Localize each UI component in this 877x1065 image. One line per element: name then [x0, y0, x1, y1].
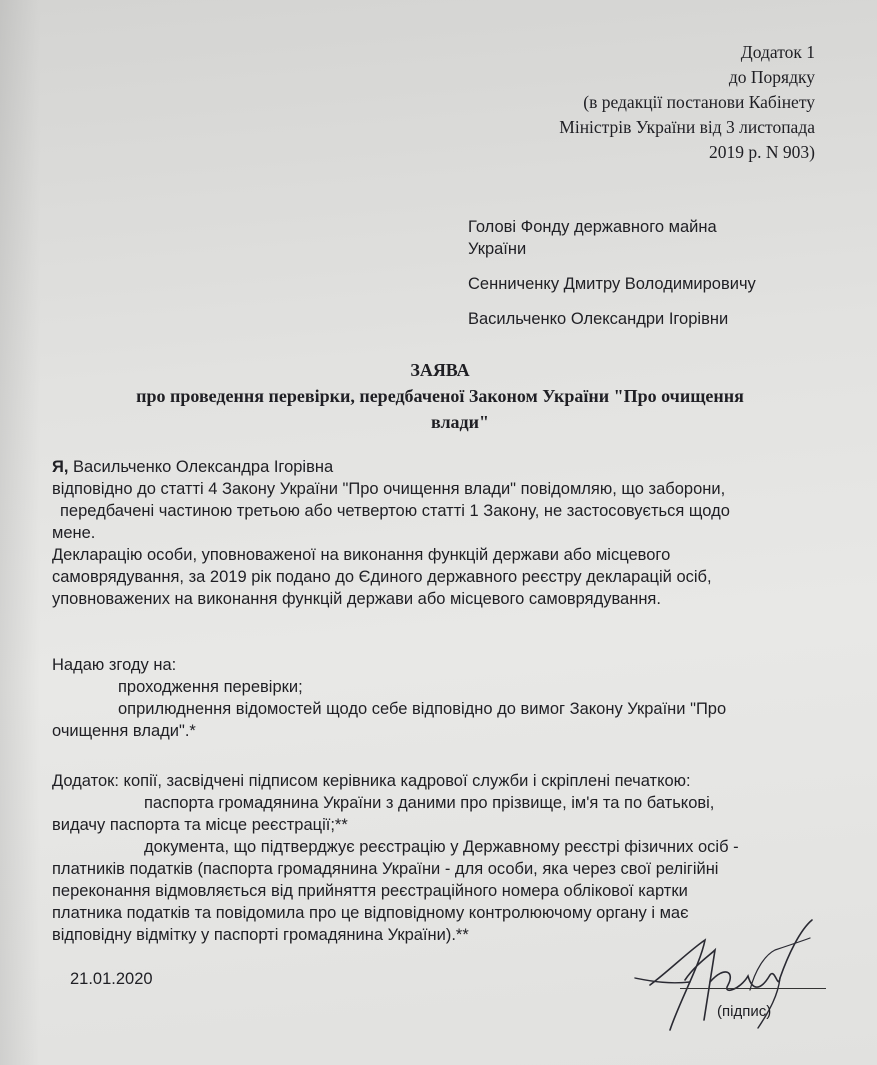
- addressee-recipient-name: Сенниченку Дмитру Володимировичу: [468, 275, 756, 293]
- intro-prefix: Я,: [52, 458, 69, 476]
- paragraph-1-line-2: відповідно до статті 4 Закону України "Про очищення влади" повідомляю, що заборони,: [52, 480, 726, 498]
- attachment-item-2-line-2: платників податків (паспорта громадянина України - для особи, яка через свої релігійні: [52, 860, 719, 878]
- addendum-line-4: Міністрів України від 3 листопада: [559, 117, 815, 137]
- consent-item-2-line-2: очищення влади".*: [52, 722, 196, 740]
- paragraph-2-line-1: Декларацію особи, уповноваженої на виконання функцій держави або місцевого: [52, 546, 671, 564]
- title-main: ЗАЯВА: [410, 360, 470, 380]
- addendum-line-2: до Порядку: [728, 67, 815, 87]
- paragraph-1-line-3: передбачені частиною третьою або четвертою статті 1 Закону, не застосовується щодо: [60, 502, 730, 520]
- attachment-item-2-line-3: переконання відмовляється від прийняття реєстраційного номера облікової картки: [52, 882, 688, 900]
- handwritten-signature: [630, 910, 830, 1040]
- addressee-block: [468, 216, 756, 330]
- attachment-heading: Додаток: копії, засвідчені підписом керівника кадрової служби і скріплені печаткою:: [52, 772, 691, 790]
- consent-item-2-line-1: оприлюднення відомостей щодо себе відповідно до вимог Закону України "Про: [118, 700, 727, 718]
- addendum-line-1: Додаток 1: [740, 42, 815, 62]
- paragraph-2-line-3: уповноважених на виконання функцій держави або місцевого самоврядування.: [52, 590, 661, 608]
- addendum-block: [559, 40, 815, 165]
- attachment-item-2-line-1: документа, що підтверджує реєстрацію у Державному реєстрі фізичних осіб -: [144, 838, 739, 856]
- attachment-item-2-line-5: відповідну відмітку у паспорті громадянина України).**: [52, 926, 469, 944]
- consent-item-1: проходження перевірки;: [118, 678, 303, 696]
- attachment-item-1-line-1: паспорта громадянина України з даними про прізвище, ім'я та по батькові,: [144, 794, 715, 812]
- paragraph-1-line-4: мене.: [52, 524, 96, 542]
- title-subtitle-line-1: про проведення перевірки, передбаченої Законом України "Про очищення: [136, 386, 744, 406]
- addressee-line-2: України: [468, 240, 527, 258]
- attachment-item-2-line-4: платника податків та повідомила про це відповідному контролюючому органу і має: [52, 904, 689, 922]
- signature-line: [680, 988, 826, 989]
- document-date: 21.01.2020: [70, 970, 153, 988]
- addendum-line-5: 2019 р. N 903): [709, 142, 815, 162]
- signature-caption: (підпис): [717, 1003, 772, 1020]
- applicant-name: Васильченко Олександра Ігорівна: [73, 458, 334, 476]
- page-shadow: [0, 0, 40, 1065]
- paragraph-2-line-2: самоврядування, за 2019 рік подано до Єдиного державного реєстру декларацій осіб,: [52, 568, 712, 586]
- addressee-sender-name: Васильченко Олександри Ігорівни: [468, 310, 729, 328]
- document-body: [52, 456, 842, 946]
- intro-line: [52, 456, 842, 478]
- addendum-line-3: (в редакції постанови Кабінету: [583, 92, 815, 112]
- addressee-line-1: Голові Фонду державного майна: [468, 218, 717, 236]
- title-subtitle-line-2: влади": [430, 412, 490, 432]
- consent-heading: Надаю згоду на:: [52, 656, 177, 674]
- document-title: [40, 357, 840, 435]
- attachment-item-1-line-2: видачу паспорта та місце реєстрації;**: [52, 816, 348, 834]
